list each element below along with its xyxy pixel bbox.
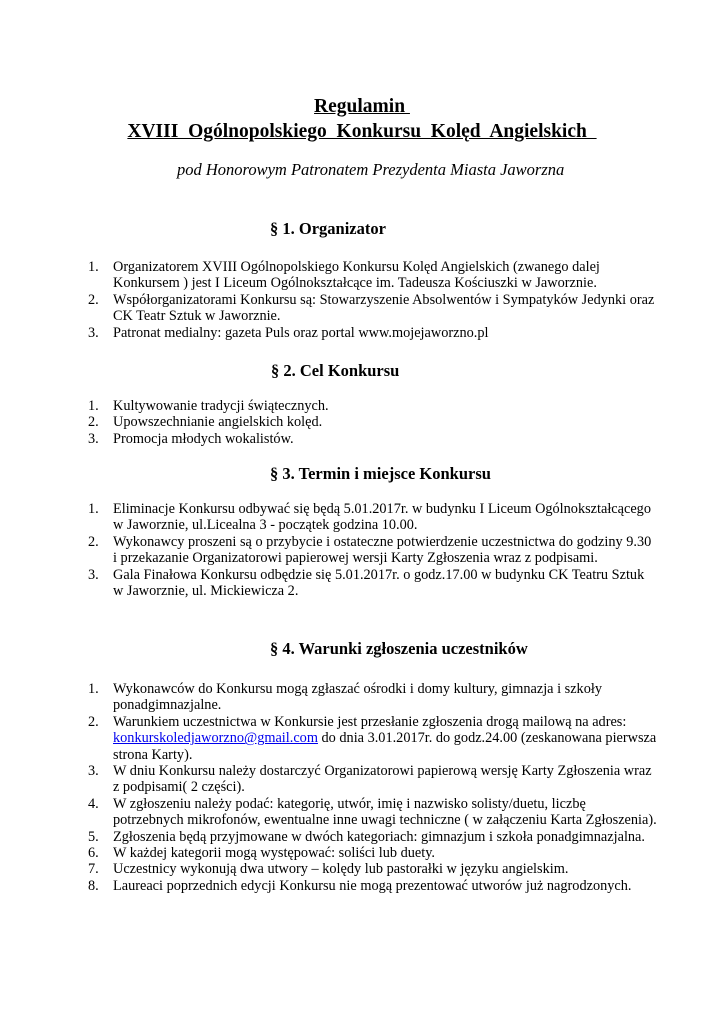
item-text: Zgłoszenia będą przyjmowane w dwóch kategoriach: gimnazjum i szkoła ponadgimnazjalna. (113, 828, 645, 845)
contest-email-link[interactable]: konkurskoledjaworzno@gmail.com (113, 730, 318, 747)
item-number: 4. (88, 795, 99, 812)
item-text: Uczestnicy wykonują dwa utwory – kolędy lub pastorałki w języku angielskim. (113, 861, 569, 878)
patronage-subtitle: pod Honorowym Patronatem Prezydenta Miasta Jaworzna (177, 160, 565, 179)
item-number: 3. (88, 430, 99, 447)
list-item (88, 501, 658, 534)
list-item (88, 567, 658, 600)
item-text: Patronat medialny: gazeta Puls oraz portal www.mojejaworzno.pl (113, 324, 489, 341)
item-number: 2. (88, 713, 99, 730)
section-3-heading: § 3. Termin i miejsce Konkursu (270, 464, 491, 483)
section-1-list (88, 259, 658, 341)
item-text: Organizatorem XVIII Ogólnopolskiego Konkursu Kolęd Angielskich (zwanego dalej Konkursem ) jest I Liceum Ogólnokształcące im. Tadeusza Kościuszki w Jaworznie. (113, 259, 600, 292)
list-item (88, 292, 658, 325)
item-number: 3. (88, 566, 99, 583)
list-item (88, 714, 658, 763)
list-item (88, 325, 658, 341)
item-text: Kultywowanie tradycji świątecznych. (113, 398, 329, 414)
item-text: Promocja młodych wokalistów. (113, 430, 294, 447)
item-number: 3. (88, 324, 99, 341)
item-text-before: Warunkiem uczestnictwa w Konkursie jest przesłanie zgłoszenia drogą mailową na adres: (113, 713, 627, 730)
list-item (88, 681, 658, 714)
section-3-list (88, 501, 658, 599)
item-text: Upowszechnianie angielskich kolęd. (113, 414, 323, 431)
section-2-list (88, 398, 658, 447)
list-item (88, 414, 658, 430)
list-item (88, 829, 658, 845)
contest-name: XVIII Ogólnopolskiego Konkursu Kolęd Angielskich (127, 121, 597, 142)
item-number: 1. (88, 398, 99, 414)
item-number: 8. (88, 877, 99, 894)
item-number: 2. (88, 533, 99, 550)
item-number: 5. (88, 828, 99, 845)
item-number: 1. (88, 259, 99, 275)
item-text: Gala Finałowa Konkursu odbędzie się 5.01.2017r. o godz.17.00 w budynku CK Teatru Sztuk w Jaworznie, ul. Mickiewicza 2. (113, 566, 645, 600)
section-1-heading: § 1. Organizator (270, 219, 386, 238)
section-2-heading: § 2. Cel Konkursu (271, 361, 400, 380)
item-number: 6. (88, 845, 99, 862)
item-number: 7. (88, 861, 99, 878)
item-number: 3. (88, 763, 99, 780)
item-text: Laureaci poprzednich edycji Konkursu nie mogą prezentować utworów już nagrodzonych. (113, 877, 632, 894)
list-item (88, 534, 658, 567)
item-text-after: do dnia 3.01.2017r. do godz.24.00 (zeskanowana pierwsza strona Karty). (113, 730, 657, 763)
list-item (88, 259, 658, 292)
item-number: 2. (88, 291, 99, 308)
section-4-list (88, 681, 658, 894)
item-text: Wykonawców do Konkursu mogą zgłaszać ośrodki i domy kultury, gimnazja i szkoły ponadgimnazjalne. (113, 681, 602, 714)
item-text: W dniu Konkursu należy dostarczyć Organizatorowi papierową wersję Karty Zgłoszenia wraz z podpisami( 2 części). (113, 763, 652, 796)
list-item (88, 431, 658, 447)
item-text: Wykonawcy proszeni są o przybycie i ostateczne potwierdzenie uczestnictwa do godziny 9.30 i przekazanie Organizatorowi papierowej wersji Karty Zgłoszenia wraz z podpisami. (113, 533, 652, 567)
item-number: 1. (88, 681, 99, 697)
item-number: 2. (88, 414, 99, 431)
list-item (88, 845, 658, 861)
list-item (88, 878, 658, 894)
item-text: W każdej kategorii mogą występować: soliści lub duety. (113, 845, 435, 862)
document-title: Regulamin (314, 96, 410, 117)
list-item (88, 861, 658, 877)
item-number: 1. (88, 501, 99, 517)
list-item (88, 398, 658, 414)
list-item (88, 763, 658, 796)
list-item (88, 796, 658, 829)
item-text: Eliminacje Konkursu odbywać się będą 5.01.2017r. w budynku I Liceum Ogólnokształcącego w Jaworznie, ul.Licealna 3 - początek godzina 10.00. (113, 501, 651, 534)
item-text: Współorganizatorami Konkursu są: Stowarzyszenie Absolwentów i Sympatyków Jedynki oraz CK Teatr Sztuk w Jaworznie. (113, 291, 655, 325)
item-text: W zgłoszeniu należy podać: kategorię, utwór, imię i nazwisko solisty/duetu, liczbę potrzebnych mikrofonów, ewentualne inne uwagi techniczne ( w załączeniu Karta Zgłoszenia). (113, 795, 657, 829)
section-4-heading: § 4. Warunki zgłoszenia uczestników (270, 639, 528, 658)
